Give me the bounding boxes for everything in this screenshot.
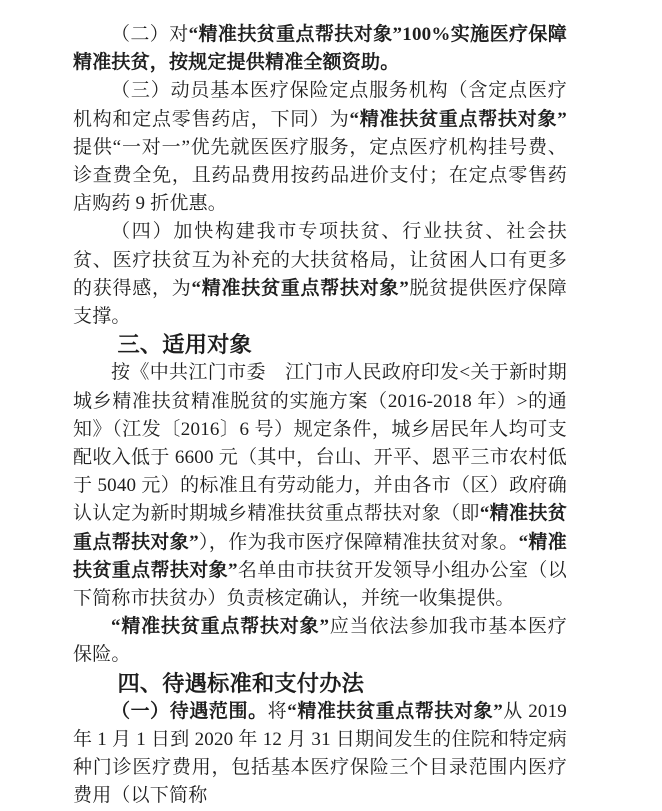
text-segment: （二）对 xyxy=(111,24,189,45)
paragraph-applicable-criteria xyxy=(73,359,567,613)
text-segment: 脱贫提供医疗保障支撑。 xyxy=(73,277,567,328)
text-segment: 名单由市扶贫开发领导小组办公室（以下简称市扶贫办）负责核定确认，并统一收集提供。 xyxy=(73,559,567,610)
paragraph-item-4 xyxy=(73,218,567,331)
text-segment: “精准扶贫重点帮扶对象” xyxy=(191,277,409,299)
paragraph-insurance-duty xyxy=(73,613,567,669)
text-segment: 应当依法参加我市基本医疗保险。 xyxy=(73,616,567,666)
text-segment: （三）动员基本医疗保险定点服务机构（含定点医疗机构和定点零售药店，下同）为 xyxy=(73,80,567,130)
text-segment: ），作为我市医疗保障精准扶贫对象。 xyxy=(198,531,519,553)
text-segment: （四）加快构建我市专项扶贫、行业扶贫、社会扶贫、医疗扶贫互为补充的大扶贫格局，让贫困人口有更多的获得感，为 xyxy=(73,221,567,299)
text-segment: （一）待遇范围。 xyxy=(111,700,268,722)
text-segment: 从 2019 年 1 月 1 日到 2020 年 12 月 31 日期间发生的住院和特定病种门诊医疗费用，包括基本医疗保险三个目录范围内医疗费用（以下简称 xyxy=(73,700,567,807)
text-segment: “精准扶贫重点帮扶对象” xyxy=(111,616,330,638)
document-body xyxy=(73,21,567,811)
text-segment: “精准扶贫重点帮扶对象” xyxy=(73,531,567,581)
text-segment: 将 xyxy=(267,700,288,722)
text-segment: “精准扶贫重点帮扶对象” xyxy=(349,108,567,130)
text-segment: “精准扶贫重点帮扶对象” xyxy=(73,503,567,553)
section-heading-benefit-standards xyxy=(73,670,567,698)
text-segment: 三、适用对象 xyxy=(117,332,252,358)
paragraph-item-2 xyxy=(73,21,567,77)
text-segment: “精准扶贫重点帮扶对象” xyxy=(287,700,503,722)
section-heading-applicable-targets xyxy=(73,331,567,359)
text-segment: 四、待遇标准和支付办法 xyxy=(117,670,365,696)
paragraph-benefit-scope xyxy=(73,698,567,811)
paragraph-item-3 xyxy=(73,77,567,218)
text-segment: 提供“一对一”优先就医医疗服务，定点医疗机构挂号费、诊查费全免，且药品费用按药品进价支付；在定点零售药店购药 9 折优惠。 xyxy=(73,136,567,215)
text-segment: 100%实施医疗保障精准扶贫，按规定提供精准全额资助。 xyxy=(73,24,567,74)
text-segment: 按《中共江门市委 江门市人民政府印发<关于新时期城乡精准扶贫精准脱贫的实施方案（2016-2018 年）>的通知》（江发〔2016〕6 号）规定条件，城乡居民年人均可支配收入低于 6600 元（其中，台山、开平、恩平三市农村低于 5040 元）的标准且有劳动能力，并由各市（区）政府确认认定为新时期城乡精准扶贫重点帮扶对象（即 xyxy=(73,362,567,525)
text-segment: “精准扶贫重点帮扶对象” xyxy=(188,24,403,45)
